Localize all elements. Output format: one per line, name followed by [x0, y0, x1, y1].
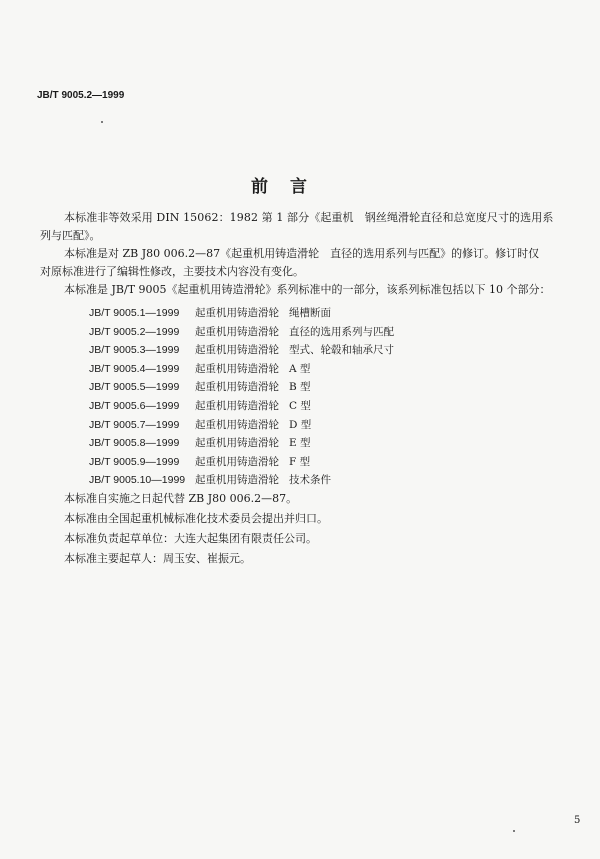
part-row: [89, 398, 311, 413]
part-subject: A 型: [289, 362, 311, 375]
part-subject: E 型: [289, 437, 311, 450]
page-title: 前言: [251, 177, 329, 197]
paragraph-line: 对原标准进行了编辑性修改，主要技术内容没有变化。: [40, 265, 304, 278]
part-subject: 技术条件: [289, 474, 331, 487]
part-row: [89, 435, 311, 450]
scan-speck: [513, 830, 515, 832]
part-name: 起重机用铸造滑轮: [195, 437, 279, 450]
scan-speck: [101, 121, 103, 123]
part-row: [89, 342, 394, 357]
part-row: [89, 472, 331, 487]
part-subject: 型式、轮毂和轴承尺寸: [289, 344, 394, 357]
part-row: [89, 324, 394, 339]
part-code: JB/T 9005.7—1999: [89, 418, 180, 431]
closing-line: 本标准负责起草单位：大连大起集团有限责任公司。: [64, 532, 317, 545]
paragraph-line: 列与匹配》。: [40, 229, 101, 242]
paragraph-line: 本标准是对 ZB J80 006.2—87《起重机用铸造滑轮 直径的选用系列与匹配》的修订。修订时仅: [64, 247, 540, 260]
part-code: JB/T 9005.8—1999: [89, 437, 180, 450]
part-code: JB/T 9005.2—1999: [89, 325, 180, 338]
part-subject: 直径的选用系列与匹配: [289, 325, 394, 338]
part-name: 起重机用铸造滑轮: [195, 362, 279, 375]
part-code: JB/T 9005.1—1999: [89, 307, 180, 319]
closing-line: 本标准由全国起重机械标准化技术委员会提出并归口。: [64, 512, 328, 525]
part-row: [89, 379, 311, 394]
part-name: 起重机用铸造滑轮: [195, 344, 279, 357]
part-row: [89, 305, 331, 320]
part-code: JB/T 9005.9—1999: [89, 455, 180, 468]
part-code: JB/T 9005.6—1999: [89, 400, 180, 412]
part-code: JB/T 9005.3—1999: [89, 344, 180, 357]
page-number: 5: [574, 815, 581, 826]
standard-code-header: JB/T 9005.2—1999: [37, 90, 125, 101]
part-name: 起重机用铸造滑轮: [195, 455, 279, 468]
part-name: 起重机用铸造滑轮: [195, 474, 279, 487]
part-row: [89, 361, 310, 376]
part-subject: 绳槽断面: [289, 307, 331, 319]
part-row: [89, 454, 310, 469]
part-subject: B 型: [289, 381, 311, 394]
part-row: [89, 417, 311, 432]
part-name: 起重机用铸造滑轮: [195, 307, 279, 319]
part-name: 起重机用铸造滑轮: [195, 325, 279, 338]
part-subject: D 型: [289, 418, 312, 431]
part-name: 起重机用铸造滑轮: [195, 400, 279, 412]
part-name: 起重机用铸造滑轮: [195, 418, 279, 431]
closing-line: 本标准自实施之日起代替 ZB J80 006.2—87。: [64, 492, 298, 505]
part-subject: C 型: [289, 400, 311, 412]
closing-line: 本标准主要起草人：周玉安、崔振元。: [64, 552, 251, 565]
part-subject: F 型: [289, 455, 311, 468]
part-code: JB/T 9005.5—1999: [89, 381, 180, 394]
part-name: 起重机用铸造滑轮: [195, 381, 279, 394]
part-code: JB/T 9005.10—1999: [89, 474, 186, 487]
paragraph-line: 本标准非等效采用 DIN 15062：1982 第 1 部分《起重机 钢丝绳滑轮直径和总宽度尺寸的选用系: [64, 211, 554, 224]
paragraph-line: 本标准是 JB/T 9005《起重机用铸造滑轮》系列标准中的一部分，该系列标准包括以下 10 个部分：: [64, 283, 551, 296]
part-code: JB/T 9005.4—1999: [89, 362, 180, 375]
